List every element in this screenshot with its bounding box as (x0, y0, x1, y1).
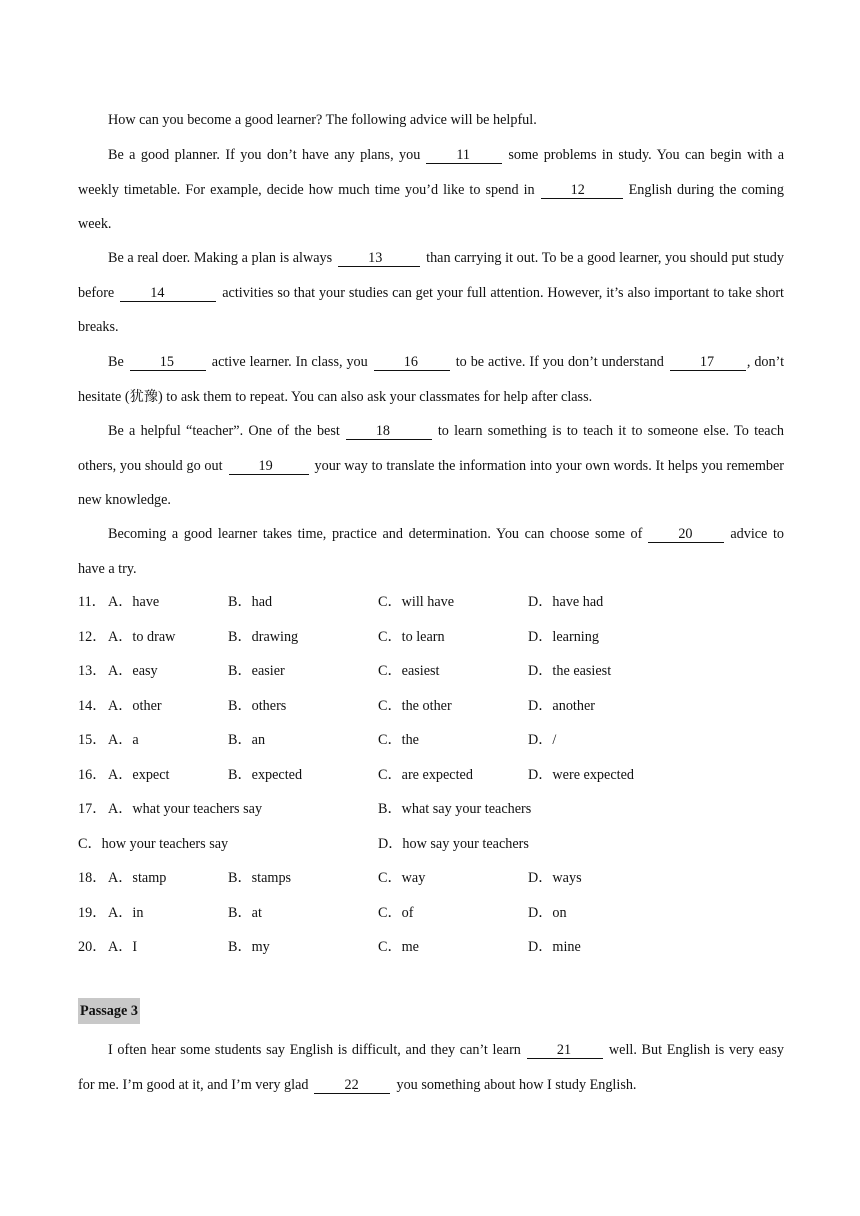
option-b[interactable]: B．drawing (228, 629, 299, 645)
document-page: How can you become a good learner? The following advice will be helpful. Be a good planner. If you don’t have any plans, you 11 some problems in study. You can begin with a weekly timetable. For example, decide how much time you’d like to spend in 12 English during the coming week. Be a real doer. Making a plan is always 13 than carrying it out. To be a good learner, you should put study before 14 activities so that your studies can get your full attention. However, it’s also important to take short breaks. Be 15 active learner. In class, you 16 to be active. If you don’t understand 17 , don’t hesitate (犹豫) to ask them to repeat. You can also ask your classmates for help after class. Be a helpful “teacher”. One of the best 18 to learn something is to teach it to someone else. To teach others, you should go out 19 your way to translate the information into your own words. It helps you remember new knowledge. Becoming a good learner takes time, practice and determination. You can choose some of 20 advice to have a try. 11． A．have B．had C．will have D．have had 12． A．to draw B．drawing C．to learn D．learning 13． A．easy B．easier C．easiest D．the easiest 14． A．other B．others C．the other D．another 15． A．a B．an C．the D．/ 16． A．expect B．expected C．are expected D．were expected 17． A．what your teachers say B．what say your teachers C．how your teachers say D．how say your teachers 18． A．stamp B．stamps C．way D．ways 19． A．in B．at C．of D．on 20． A．I B．my C．me D．mine Passage 3 I often hear some students say English is difficult, and they can’t learn 21 well. But English is very easy for me. I’m good at it, and I’m very glad 22 you something about how I study English. (0, 0, 860, 1216)
option-b[interactable]: B．expected (228, 767, 303, 783)
blank-18[interactable]: 18 (346, 424, 432, 440)
blank-12[interactable]: 12 (541, 183, 623, 199)
paragraph-planner: Be a good planner. If you don’t have any plans, you 11 some problems in study. You can begin with a weekly timetable. For example, decide how much time you’d like to spend in 12 English during the coming week. (78, 147, 784, 232)
option-d[interactable]: D．the easiest (528, 663, 612, 679)
blank-16[interactable]: 16 (374, 355, 450, 371)
option-d[interactable]: D．were expected (528, 767, 634, 783)
option-d[interactable]: D．how say your teachers (378, 836, 529, 852)
option-a[interactable]: A．what your teachers say (108, 801, 263, 817)
paragraph-teacher: Be a helpful “teacher”. One of the best 18 to learn something is to teach it to someone else. To teach others, you should go out 19 your way to translate the information into your own words. It helps you remember new knowledge. (78, 423, 784, 508)
option-a[interactable]: A．stamp (108, 870, 167, 886)
paragraph-conclusion: Becoming a good learner takes time, practice and determination. You can choose some of 20 advice to have a try. (78, 526, 784, 577)
option-b[interactable]: B．others (228, 698, 287, 714)
option-d[interactable]: D．learning (528, 629, 599, 645)
blank-20[interactable]: 20 (648, 527, 724, 543)
option-b[interactable]: B．stamps (228, 870, 292, 886)
blank-13[interactable]: 13 (338, 251, 420, 267)
paragraph-active: Be 15 active learner. In class, you 16 to be active. If you don’t understand 17 , don’t hesitate (犹豫) to ask them to repeat. You can also ask your classmates for help after class. (78, 354, 785, 405)
blank-11[interactable]: 11 (426, 148, 502, 164)
option-a[interactable]: A．to draw (108, 629, 176, 645)
option-d[interactable]: D．/ (528, 732, 557, 748)
option-a[interactable]: A．have (108, 594, 160, 610)
option-c[interactable]: C．will have (378, 594, 455, 610)
blank-21[interactable]: 21 (527, 1043, 603, 1059)
option-d[interactable]: D．on (528, 905, 567, 921)
option-b[interactable]: B．easier (228, 663, 285, 679)
option-a[interactable]: A．a (108, 732, 139, 748)
option-a[interactable]: A．easy (108, 663, 158, 679)
paragraph-doer: Be a real doer. Making a plan is always 13 than carrying it out. To be a good learner, you should put study before 14 activities so that your studies can get your full attention. However, it’s also important to take short breaks. (78, 250, 784, 335)
option-b[interactable]: B．at (228, 905, 262, 921)
option-c[interactable]: C．are expected (378, 767, 473, 783)
option-a[interactable]: A．other (108, 698, 162, 714)
option-a[interactable]: A．I (108, 939, 138, 955)
passage-3-heading: Passage 3 (78, 998, 140, 1024)
option-c[interactable]: C．the (378, 732, 419, 748)
blank-19[interactable]: 19 (229, 459, 309, 475)
option-b[interactable]: B．what say your teachers (378, 801, 532, 817)
option-c[interactable]: C．me (378, 939, 419, 955)
option-a[interactable]: A．in (108, 905, 144, 921)
passage-3-paragraph: I often hear some students say English is difficult, and they can’t learn 21 well. But English is very easy for me. I’m good at it, and I’m very glad 22 you something about how I study English. (78, 1042, 784, 1093)
option-d[interactable]: D．mine (528, 939, 581, 955)
passage-intro: How can you become a good learner? The following advice will be helpful. (108, 112, 537, 128)
option-d[interactable]: D．have had (528, 594, 604, 610)
option-b[interactable]: B．an (228, 732, 266, 748)
option-b[interactable]: B．had (228, 594, 273, 610)
option-c[interactable]: C．to learn (378, 629, 445, 645)
blank-17[interactable]: 17 (670, 355, 746, 371)
option-d[interactable]: D．another (528, 698, 595, 714)
blank-15[interactable]: 15 (130, 355, 206, 371)
option-c[interactable]: C．easiest (378, 663, 440, 679)
option-c[interactable]: C．way (378, 870, 426, 886)
option-b[interactable]: B．my (228, 939, 270, 955)
option-a[interactable]: A．expect (108, 767, 170, 783)
option-c[interactable]: C．the other (378, 698, 452, 714)
blank-22[interactable]: 22 (314, 1078, 390, 1094)
option-d[interactable]: D．ways (528, 870, 582, 886)
option-c[interactable]: C．of (378, 905, 414, 921)
blank-14[interactable]: 14 (120, 286, 216, 302)
option-c[interactable]: C．how your teachers say (78, 836, 229, 852)
